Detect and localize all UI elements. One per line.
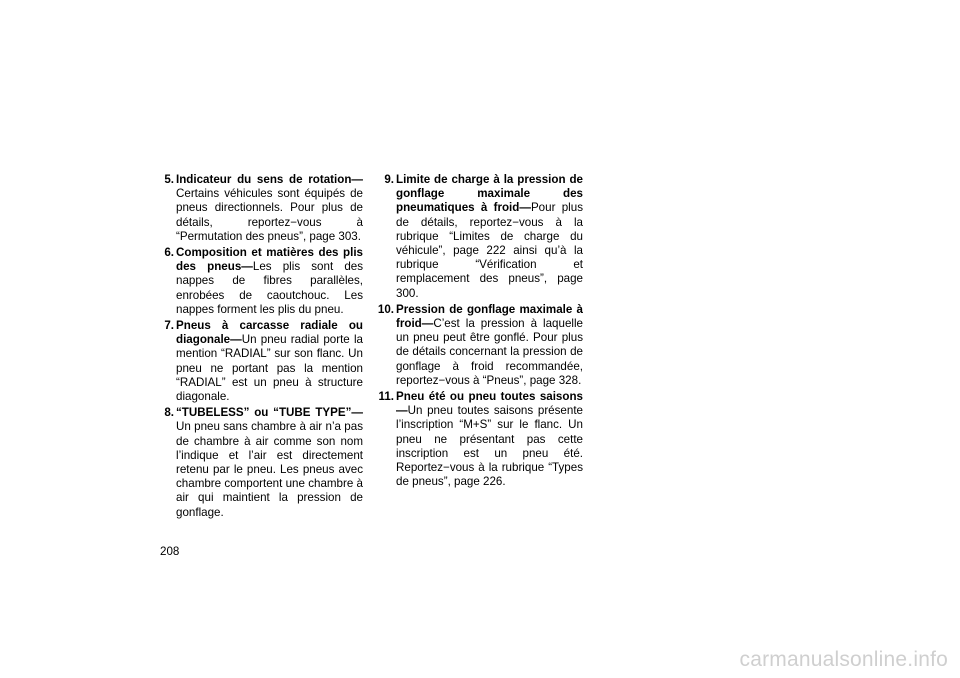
item-body: Un pneu toutes saisons présente l’inscription “M+S” sur le flanc. Un pneu ne présentant pas cette inscription est un pneu été. Reportez−vous à la rubrique “Types de pneus”, page 226.: [396, 404, 583, 489]
item-number: 9.: [384, 173, 394, 186]
item-body: Un pneu sans chambre à air n’a pas de chambre à air comme son nom l’indique et l’air est directement retenu par le pneu. Les pneus avec chambre comportent une chambre à air qui maintient la pression de gonflage.: [176, 420, 363, 519]
item-number: 7.: [164, 319, 174, 333]
left-column: [145, 173, 363, 522]
item-text: [396, 303, 583, 388]
item-text: [176, 319, 363, 404]
item-term: Limite de charge à la pression de gonflage maximale des pneumatiques à froid—: [396, 173, 583, 215]
item-number: 8.: [164, 406, 174, 420]
item-text: [396, 173, 583, 301]
item-term: Indicateur du sens de rotation—: [176, 173, 363, 186]
item-term: “TUBELESS” ou “TUBE TYPE”—: [176, 406, 363, 420]
list-item: [145, 246, 363, 317]
list-item: [365, 303, 583, 388]
page-number: 208: [160, 545, 180, 558]
watermark: carmanualsonline.info: [739, 648, 948, 671]
item-body: C’est la pression à laquelle un pneu peut être gonflé. Pour plus de détails concernant la pression de gonflage à froid recommandée, reportez−vous à “Pneus”, page 328.: [396, 317, 583, 387]
list-item: [365, 390, 583, 489]
list-item: [365, 173, 583, 301]
item-number: 6.: [164, 246, 174, 260]
item-term: Pression de gonflage maximale à froid—: [396, 302, 583, 331]
list-item: [145, 406, 363, 520]
item-body: Pour plus de détails, reportez−vous à la rubrique “Limites de charge du véhicule”, page 222 ainsi qu’à la rubrique “Vérification et remplacement des pneus”, page 300.: [396, 201, 583, 300]
item-number: 10.: [377, 302, 394, 316]
item-body: Certains véhicules sont équipés de pneus directionnels. Pour plus de détails, reportez−vous à “Permutation des pneus”, page 303.: [176, 187, 363, 243]
right-column: [365, 173, 583, 491]
item-term: Pneus à carcasse radiale ou diagonale—: [176, 319, 363, 347]
item-text: [176, 173, 363, 244]
list-item: [145, 319, 363, 404]
item-text: [176, 246, 363, 317]
item-text: [176, 406, 363, 520]
item-text: [396, 390, 583, 489]
item-number: 5.: [164, 173, 174, 186]
item-term: Composition et matières des plis des pneus—: [176, 246, 363, 274]
list-item: [145, 173, 363, 244]
item-body: Les plis sont des nappes de fibres parallèles, enrobées de caoutchouc. Les nappes forment les plis du pneu.: [176, 260, 364, 316]
item-number: 11.: [378, 390, 394, 404]
item-term: Pneu été ou pneu toutes saisons—: [396, 390, 583, 418]
item-body: Un pneu radial porte la mention “RADIAL” sur son flanc. Un pneu ne portant pas la mention “RADIAL” est un pneu à structure diagonale.: [176, 333, 363, 404]
